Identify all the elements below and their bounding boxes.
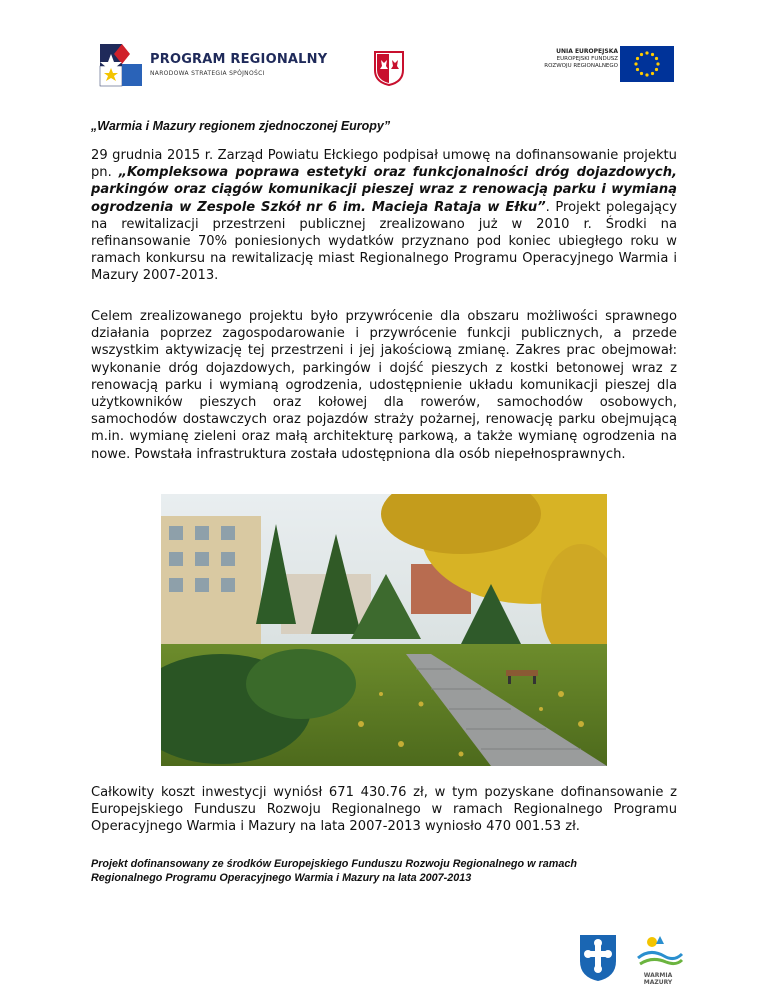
eu-flag-icon	[620, 46, 674, 82]
warmia-mazury-icon	[630, 930, 686, 972]
eu-line1: UNIA EUROPEJSKA	[556, 48, 618, 55]
program-star-icon	[96, 40, 146, 90]
intro-text-start: 29 grudnia 2015 r. Zarząd Powiatu Ełckiego podpisał umowę na dofinansowanie projektu pn.	[91, 148, 677, 181]
program-regionalny-logo	[96, 40, 328, 90]
eu-fund-logo	[522, 44, 674, 84]
paragraph-scope: Celem zrealizowanego projektu było przywrócenie dla obszaru możliwości sprawnego działania poprzez zagospodarowanie i przywrócenie funkcji publicznych, a przede wszystkim aktywizację tej przestrzeni i jej jakościową zmianę. Zakres prac obejmował: wykonanie dróg dojazdowych, parkingów i dojść pieszych z kostki betonowej wraz z renowacją parku i wymianą ogrodzenia, udostępnienie układu komunikacji pieszej dla użytkowników pieszych oraz kołowej dla rowerów, samochodów osobowych, samochodów dostawczych oraz pojazdów straży pożarnej, renowację parku obejmującą m.in. wymianę zieleni oraz małą architekturę parkową, a także wymianę ogrodzenia na nowe. Powstała infrastruktura została udostępniona dla osób niepełnosprawnych.	[91, 309, 677, 462]
footnote-line2: Regionalnego Programu Operacyjnego Warmia i Mazury na lata 2007-2013	[91, 871, 472, 884]
intro-text-end: . Projekt polegający na rewitalizacji przestrzeni publicznej zrealizowano już w 2010 r. Środki na refinansowanie 70% poniesionych wydatków przyznano pod koniec ubiegłego roku w ramach konkursu na rewitalizację miast Regionalnego Programu Operacyjnego Warmia i Mazury 2007-2013.	[91, 199, 677, 284]
paragraph-intro	[91, 147, 677, 285]
park-photo	[161, 494, 607, 766]
warmia-mazury-logo	[630, 930, 686, 986]
project-name: „Kompleksowa poprawa estetyki oraz funkcjonalności dróg dojazdowych, parkingów oraz ciągów komunikacji pieszej wraz z renowacją parku i wymianą ogrodzenia w Zespole Szkół nr 6 im. Macieja Rataja w Ełku”	[91, 165, 677, 215]
region-crest-icon	[373, 50, 405, 86]
city-crest-icon	[578, 933, 618, 983]
eu-line3: ROZWOJU REGIONALNEGO	[544, 63, 618, 69]
wm-line2: MAZURY	[643, 979, 673, 986]
program-subtitle: NARODOWA STRATEGIA SPÓJNOŚCI	[150, 70, 265, 77]
document-heading: „Warmia i Mazury regionem zjednoczonej Europy”	[91, 119, 391, 133]
eu-line2: EUROPEJSKI FUNDUSZ	[556, 55, 618, 62]
paragraph-cost: Całkowity koszt inwestycji wyniósł 671 430.76 zł, w tym pozyskane dofinansowanie z Europejskiego Funduszu Rozwoju Regionalnego w ramach Regionalnego Programu Operacyjnego Warmia i Mazury na lata 2007-2013 wyniosło 470 001.53 zł.	[91, 785, 677, 835]
wm-line1: WARMIA	[643, 972, 673, 979]
funding-footnote	[91, 858, 577, 885]
footnote-line1: Projekt dofinansowany ze środków Europejskiego Funduszu Rozwoju Regionalnego w ramach	[91, 858, 577, 870]
program-title: PROGRAM REGIONALNY	[150, 52, 328, 67]
